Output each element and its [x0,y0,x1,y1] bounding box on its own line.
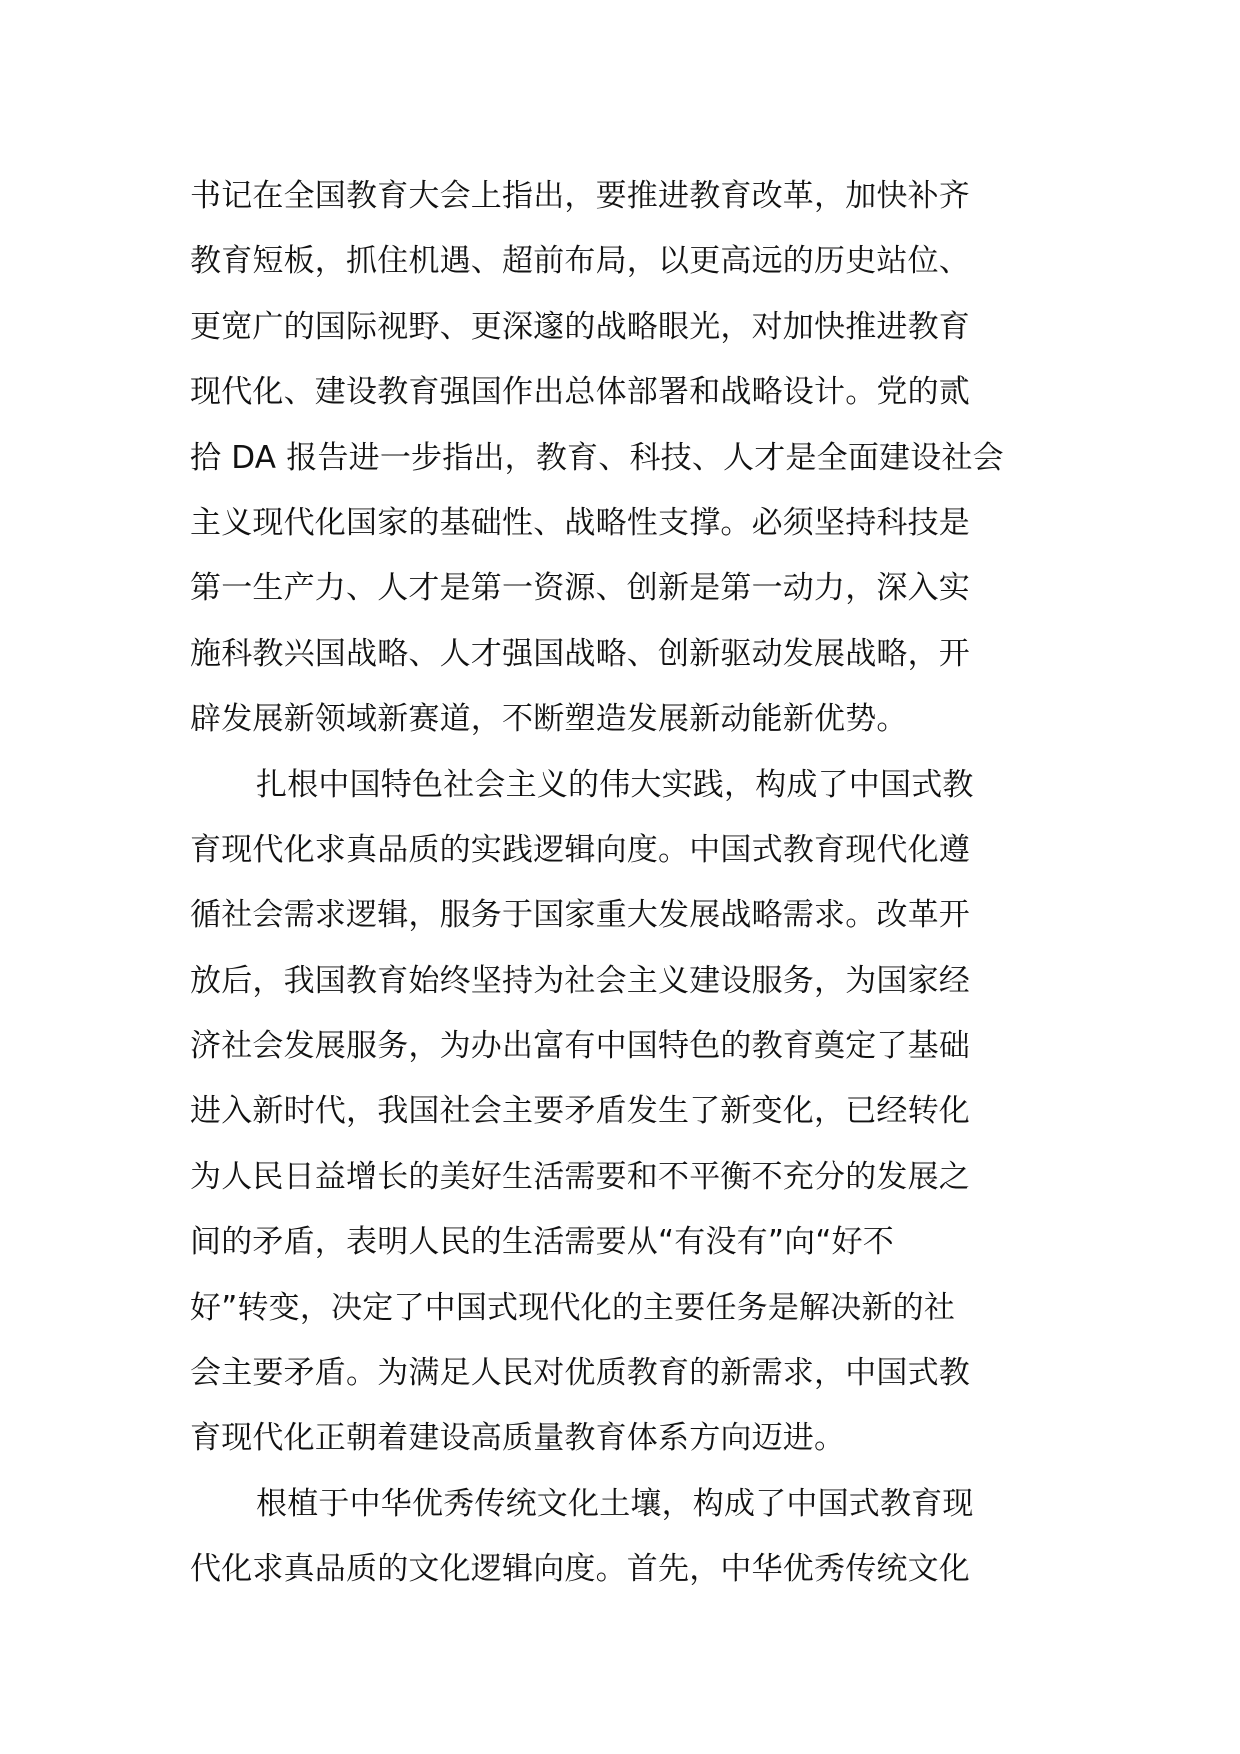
text-line: 会主要矛盾。为满足人民对优质教育的新需求，中国式教 [190,1355,970,1392]
text-line: 拾 DA 报告进一步指出，教育、科技、人才是全面建设社会 [190,439,1004,476]
text-line: 进入新时代，我国社会主要矛盾发生了新变化，已经转化 [190,1093,970,1130]
text-line-first: 根植于中华优秀传统文化土壤，构成了中国式教育现 [256,1485,974,1522]
text-line: 主义现代化国家的基础性、战略性支撑。必须坚持科技是 [190,504,970,541]
text-line: 为人民日益增长的美好生活需要和不平衡不充分的发展之 [190,1158,970,1195]
text-line: 放后，我国教育始终坚持为社会主义建设服务，为国家经 [190,962,970,999]
text-line: 辟发展新领域新赛道，不断塑造发展新动能新优势。 [190,701,908,738]
text-line: 济社会发展服务，为办出富有中国特色的教育奠定了基础 [190,1028,970,1065]
text-line: 书记在全国教育大会上指出，要推进教育改革，加快补齐 [190,178,970,214]
text-line-first: 扎根中国特色社会主义的伟大实践，构成了中国式教 [256,766,974,803]
text-line: 施科教兴国战略、人才强国战略、创新驱动发展战略，开 [190,635,970,672]
text-line: 好”转变，决定了中国式现代化的主要任务是解决新的社 [190,1289,956,1326]
paragraph-2 [190,753,1058,1472]
paragraph-3 [190,1472,1058,1603]
text-line: 循社会需求逻辑，服务于国家重大发展战略需求。改革开 [190,897,970,934]
text-line: 教育短板，抓住机遇、超前布局，以更高远的历史站位、 [190,243,970,280]
text-line: 育现代化求真品质的实践逻辑向度。中国式教育现代化遵 [190,831,970,868]
text-line: 现代化、建设教育强国作出总体部署和战略设计。党的贰 [190,374,970,411]
document-body [190,164,1058,1603]
text-line: 育现代化正朝着建设高质量教育体系方向迈进。 [190,1420,846,1457]
paragraph-1 [190,164,1058,753]
text-line: 代化求真品质的文化逻辑向度。首先，中华优秀传统文化 [190,1551,970,1588]
text-line: 更宽广的国际视野、更深邃的战略眼光，对加快推进教育 [190,308,970,345]
text-line: 间的矛盾，表明人民的生活需要从“有没有”向“好不 [190,1224,894,1261]
text-line: 第一生产力、人才是第一资源、创新是第一动力，深入实 [190,570,970,607]
